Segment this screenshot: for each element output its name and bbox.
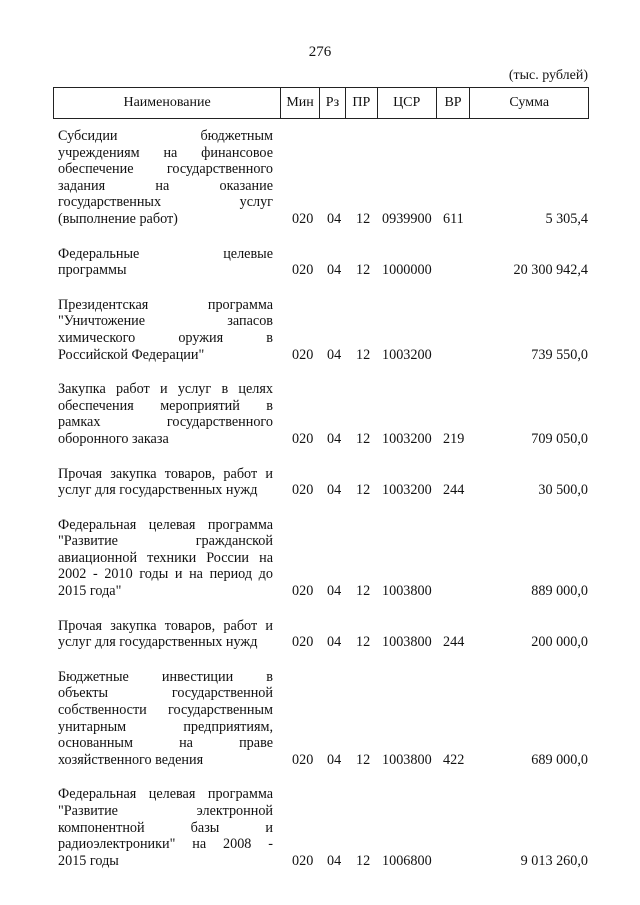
row-csr: 1003800 (382, 583, 432, 600)
row-name-line: задания на оказание (58, 177, 273, 194)
row-min: 020 (292, 852, 314, 869)
row-vr: 422 (443, 751, 465, 768)
row-name-line: радиоэлектроники" на 2008 - (58, 836, 273, 853)
row-codes (58, 634, 588, 651)
table-row (58, 669, 588, 769)
row-name-line: Бюджетные инвестиции в (58, 668, 273, 685)
table-row (58, 466, 588, 499)
header-vr: ВР (436, 88, 470, 118)
table-row (58, 517, 588, 600)
header-name: Наименование (123, 95, 211, 110)
row-name-line: услуг для государственных нужд (58, 482, 258, 499)
row-pr: 12 (356, 583, 371, 600)
table-row (58, 297, 588, 363)
row-rz: 04 (327, 634, 342, 651)
row-min: 020 (292, 634, 314, 651)
row-codes (58, 853, 588, 870)
table-row (58, 128, 588, 228)
header-min: Мин (280, 88, 319, 118)
row-name-line: компонентной базы и (58, 819, 273, 836)
row-name-line: собственности государственным (58, 702, 273, 719)
row-min: 020 (292, 430, 314, 447)
row-csr: 0939900 (382, 210, 432, 227)
row-codes (58, 347, 588, 364)
row-min: 020 (292, 210, 314, 227)
row-name-line: обеспечения мероприятий в (58, 397, 273, 414)
row-sum: 739 550,0 (531, 346, 588, 363)
row-name-line: "Развитие электронной (58, 803, 273, 819)
row-vr: 244 (443, 482, 465, 499)
row-min: 020 (292, 583, 314, 600)
row-vr: 244 (443, 634, 465, 651)
row-name-line: 2015 годы (58, 852, 119, 869)
row-name-line: обеспечение государственного (58, 161, 273, 178)
row-name-line: (выполнение работ) (58, 210, 178, 227)
row-pr: 12 (356, 210, 371, 227)
row-name-line: программы (58, 262, 127, 279)
row-codes (58, 482, 588, 499)
table-body (58, 128, 588, 887)
row-pr: 12 (356, 634, 371, 651)
row-csr: 1006800 (382, 852, 432, 869)
row-csr: 1003800 (382, 634, 432, 651)
row-min: 020 (292, 346, 314, 363)
row-name-line: химического оружия в (58, 329, 273, 346)
table-row (58, 381, 588, 447)
row-rz: 04 (327, 583, 342, 600)
row-rz: 04 (327, 751, 342, 768)
row-name-line: Российской Федерации" (58, 346, 205, 363)
row-name-line: рамках государственного (58, 414, 273, 431)
row-name-line: хозяйственного ведения (58, 751, 204, 768)
row-codes (58, 262, 588, 279)
row-name-line: Субсидии бюджетным (58, 128, 273, 144)
row-sum: 709 050,0 (531, 430, 588, 447)
row-name-line: Федеральные целевые (58, 245, 273, 262)
row-sum: 689 000,0 (531, 751, 588, 768)
row-pr: 12 (356, 346, 371, 363)
row-name-line: унитарным предприятиям, (58, 718, 273, 735)
row-min: 020 (292, 482, 314, 499)
row-name-line: Федеральная целевая программа (58, 786, 273, 803)
row-name-line: 2015 года" (58, 583, 122, 600)
row-rz: 04 (327, 346, 342, 363)
header-rz: Рз (319, 88, 345, 118)
row-codes (58, 752, 588, 769)
row-name-line: Президентская программа (58, 296, 273, 313)
row-min: 020 (292, 751, 314, 768)
row-name-line: Закупка работ и услуг в целях (58, 381, 273, 398)
header-sum: Сумма (469, 88, 588, 118)
row-pr: 12 (356, 751, 371, 768)
row-csr: 1003800 (382, 751, 432, 768)
row-codes (58, 211, 588, 228)
row-codes (58, 583, 588, 600)
row-name-line: объекты государственной (58, 685, 273, 702)
table-header (53, 87, 589, 119)
row-pr: 12 (356, 482, 371, 499)
row-rz: 04 (327, 210, 342, 227)
row-rz: 04 (327, 482, 342, 499)
row-pr: 12 (356, 852, 371, 869)
row-name-line: услуг для государственных нужд (58, 634, 258, 651)
row-rz: 04 (327, 430, 342, 447)
row-name-line: основанным на праве (58, 735, 273, 752)
row-min: 020 (292, 262, 314, 279)
row-csr: 1000000 (382, 262, 432, 279)
row-codes (58, 431, 588, 448)
row-csr: 1003200 (382, 482, 432, 499)
page-number: 276 (308, 44, 332, 60)
row-name-line: Прочая закупка товаров, работ и (58, 617, 273, 634)
row-sum: 889 000,0 (531, 583, 588, 600)
row-sum: 9 013 260,0 (520, 852, 588, 869)
header-csr: ЦСР (377, 88, 436, 118)
row-csr: 1003200 (382, 430, 432, 447)
row-name-line: 2002 - 2010 годы и на период до (58, 566, 273, 583)
table-row (58, 246, 588, 279)
header-pr: ПР (345, 88, 377, 118)
row-name-line: оборонного заказа (58, 430, 169, 447)
row-name-line: "Развитие гражданской (58, 533, 273, 550)
row-vr: 611 (443, 210, 464, 227)
row-sum: 5 305,4 (545, 210, 588, 227)
row-vr: 219 (443, 430, 465, 447)
units-label: (тыс. рублей) (508, 68, 588, 83)
row-pr: 12 (356, 262, 371, 279)
row-sum: 30 500,0 (538, 482, 588, 499)
row-name-line: государственных услуг (58, 194, 273, 211)
table-row (58, 786, 588, 869)
row-name-line: учреждениям на финансовое (58, 144, 273, 161)
row-csr: 1003200 (382, 346, 432, 363)
row-pr: 12 (356, 430, 371, 447)
row-name-line: авиационной техники России на (58, 549, 273, 566)
table-row (58, 618, 588, 651)
row-sum: 200 000,0 (531, 634, 588, 651)
row-rz: 04 (327, 852, 342, 869)
row-name-line: "Уничтожение запасов (58, 313, 273, 330)
row-sum: 20 300 942,4 (513, 262, 588, 279)
row-name-line: Прочая закупка товаров, работ и (58, 465, 273, 482)
row-name-line: Федеральная целевая программа (58, 516, 273, 533)
row-rz: 04 (327, 262, 342, 279)
